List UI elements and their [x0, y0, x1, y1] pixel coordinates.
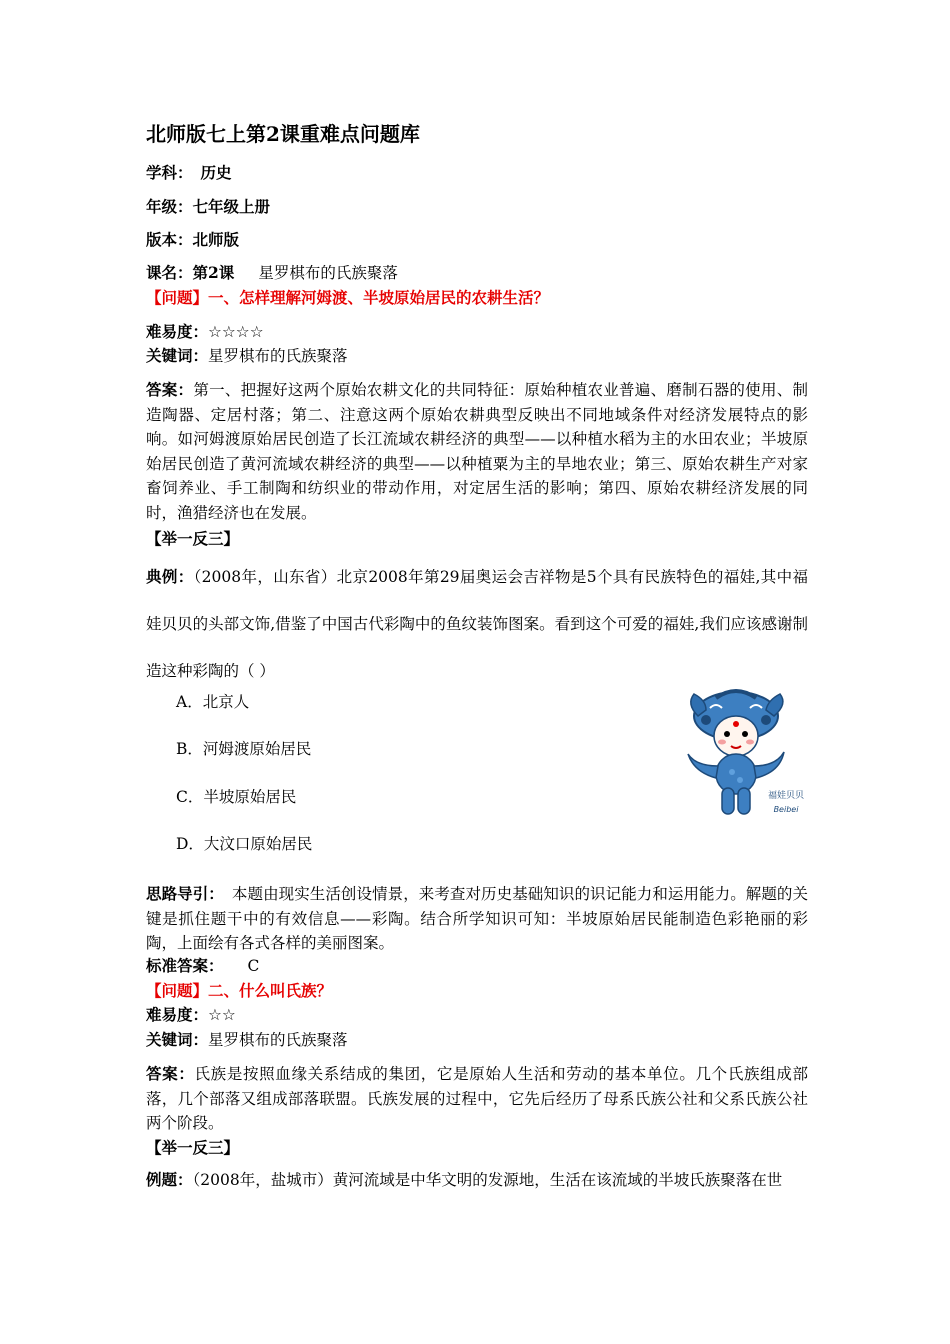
hint-text: 本题由现实生活创设情景，来考查对历史基础知识的识记能力和运用能力。解题的关键是抓住题干中的有效信息——彩陶。结合所学知识可知：半坡原始居民能制造色彩艳丽的彩陶，上面绘有各式各样的美丽图案。 [146, 885, 808, 952]
extend-heading: 【举一反三】 [146, 1138, 240, 1157]
keyword-value: 星罗棋布的氏族聚落 [208, 1031, 348, 1049]
example-paragraph [146, 553, 808, 695]
difficulty-line [146, 322, 264, 342]
keyword-line [146, 1030, 348, 1050]
standard-answer-value: C [247, 957, 260, 975]
standard-answer-label: 标准答案： [146, 956, 224, 975]
subject-label: 学科： [146, 163, 193, 182]
example-text: （2008年，盐城市）黄河流域是中华文明的发源地，生活在该流域的半坡氏族聚落在世 [192, 1171, 783, 1189]
keyword-label: 关键词： [146, 1030, 209, 1049]
extend-heading: 【举一反三】 [146, 529, 240, 548]
standard-answer-line [146, 956, 259, 976]
beibei-mascot-image [676, 686, 810, 826]
example-text: （2008年，山东省）北京2008年第29届奥运会吉祥物是5个具有民族特色的福娃,其中福娃贝贝的头部文饰,借鉴了中国古代彩陶中的鱼纹装饰图案。看到这个可爱的福娃,我们应该感谢制造这种彩陶的（ ） [146, 568, 808, 680]
difficulty-line [146, 1005, 236, 1025]
option-b: B．河姆渡原始居民 [176, 740, 312, 758]
grade-line [146, 197, 270, 217]
example-label: 例题： [146, 1170, 193, 1189]
question-tag: 【问题】 [146, 288, 209, 307]
keyword-value: 星罗棋布的氏族聚落 [208, 347, 348, 365]
lesson-label: 课名： [146, 263, 193, 282]
option-c: C．半坡原始居民 [176, 788, 297, 806]
edition-label: 版本： [146, 230, 193, 249]
lesson-number: 第2课 [192, 263, 235, 282]
example-line [146, 1170, 782, 1190]
grade-value: 七年级上册 [192, 197, 271, 216]
answer-paragraph [146, 378, 808, 525]
keyword-label: 关键词： [146, 346, 209, 365]
question-text: 一、怎样理解河姆渡、半坡原始居民的农耕生活？ [208, 288, 550, 307]
answer-text: 氏族是按照血缘关系结成的集团，它是原始人生活和劳动的基本单位。几个氏族组成部落，几个部落又组成部落联盟。氏族发展的过程中，它先后经历了母系氏族公社和父系氏族公社两个阶段。 [146, 1065, 808, 1132]
difficulty-label: 难易度： [146, 322, 209, 341]
subject-value: 历史 [200, 163, 232, 182]
question-1-heading [146, 288, 549, 308]
answer-label: 答案： [146, 380, 194, 399]
question-text: 二、什么叫氏族？ [208, 981, 333, 1000]
question-tag: 【问题】 [146, 981, 209, 1000]
lesson-name: 星罗棋布的氏族聚落 [258, 264, 398, 282]
example-label: 典例： [146, 567, 194, 586]
option-a: A．北京人 [176, 693, 250, 711]
subject-line [146, 163, 232, 183]
mascot-caption-en: Beibei [773, 805, 799, 814]
question-2-heading [146, 981, 332, 1001]
answer-label: 答案： [146, 1064, 195, 1083]
answer-paragraph [146, 1062, 808, 1136]
keyword-line [146, 346, 348, 366]
hint-paragraph [146, 882, 808, 956]
option-d: D．大汶口原始居民 [176, 835, 313, 853]
hint-label: 思路导引： [146, 884, 224, 903]
difficulty-stars: ☆☆ [208, 1006, 236, 1024]
page-title: 北师版七上第2课重难点问题库 [146, 122, 420, 146]
edition-line [146, 230, 239, 250]
difficulty-label: 难易度： [146, 1005, 209, 1024]
lesson-line [146, 263, 398, 283]
answer-text: 第一、把握好这两个原始农耕文化的共同特征：原始种植农业普遍、磨制石器的使用、制造陶器、定居村落；第二、注意这两个原始农耕典型反映出不同地域条件对经济发展特点的影响。如河姆渡原始居民创造了长江流域农耕经济的典型——以种植水稻为主的水田农业；半坡原始居民创造了黄河流域农耕经济的典型——以种植粟为主的旱地农业；第三、原始农耕生产对家畜饲养业、手工制陶和纺织业的带动作用，对定居生活的影响；第四、原始农耕经济发展的同时，渔猎经济也在发展。 [146, 381, 808, 522]
difficulty-stars: ☆☆☆☆ [208, 323, 264, 341]
mascot-caption: 福娃贝贝 [767, 791, 805, 801]
edition-value: 北师版 [192, 230, 240, 249]
grade-label: 年级： [146, 197, 193, 216]
